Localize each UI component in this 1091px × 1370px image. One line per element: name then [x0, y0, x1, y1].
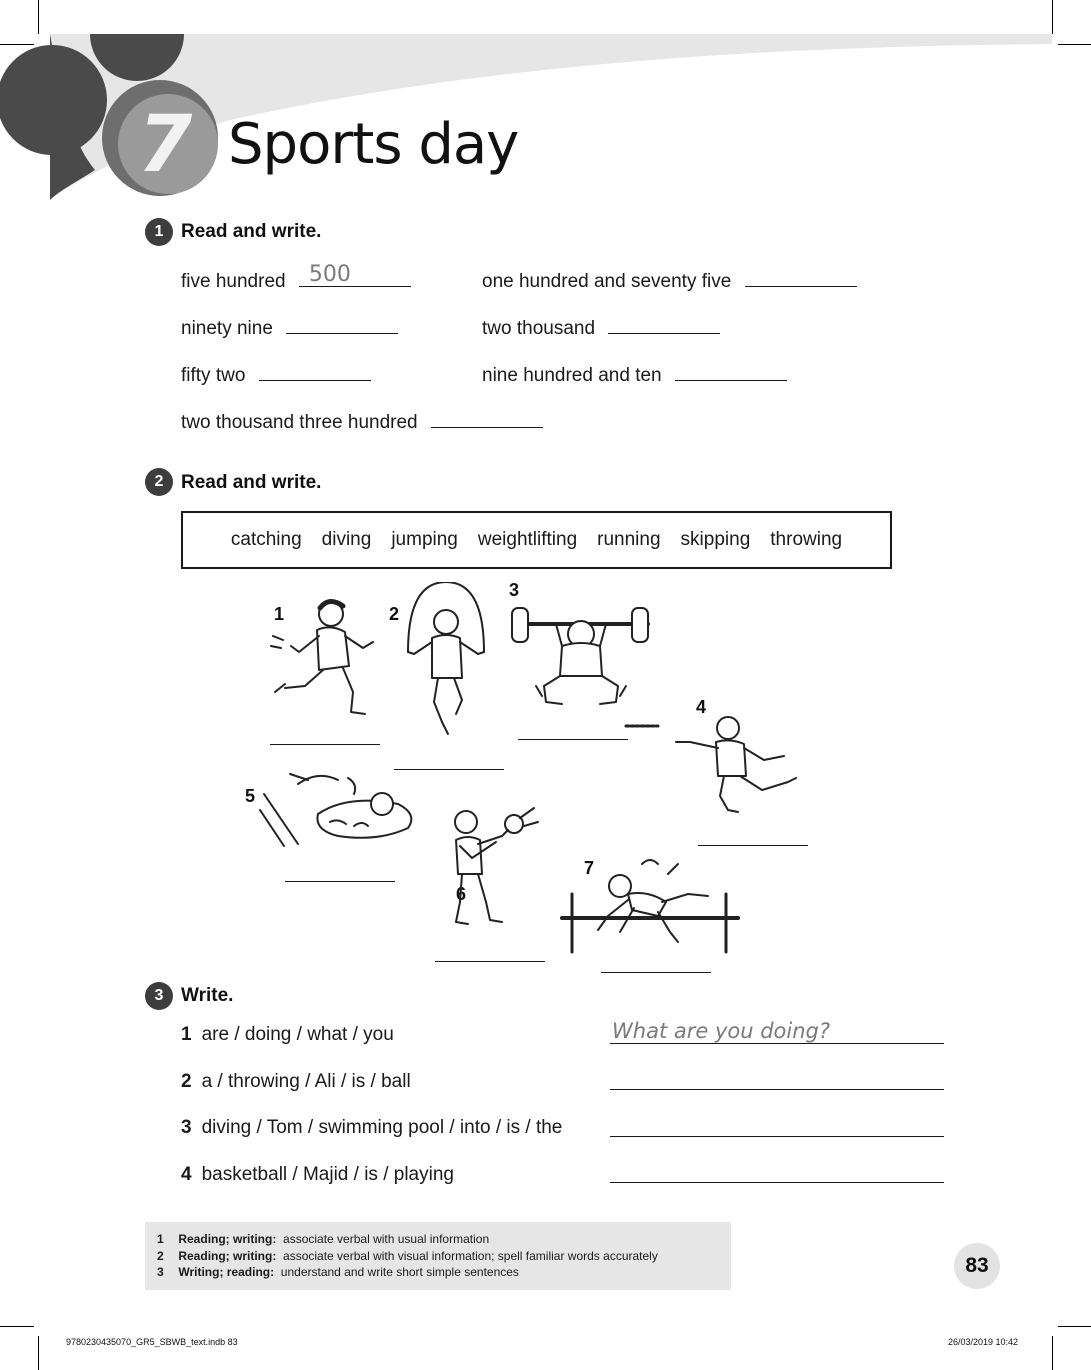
ex1-item — [181, 262, 411, 293]
note-number: 3 — [157, 1265, 164, 1279]
exercise-3-badge: 3 — [145, 982, 173, 1010]
ex2-answer-line[interactable] — [601, 972, 711, 973]
ex3-item-prompt: are / doing / what / you — [201, 1024, 394, 1045]
ex1-answer-line[interactable] — [675, 360, 787, 381]
ex1-item-text: nine hundred and ten — [482, 365, 662, 386]
running-boy-illustration — [265, 596, 385, 724]
ex2-answer-line[interactable] — [270, 744, 380, 745]
exercise-1-badge: 1 — [145, 218, 173, 246]
ex3-item-number: 3 — [181, 1117, 192, 1138]
teacher-notes-panel — [145, 1222, 731, 1290]
ex3-answer-line[interactable] — [610, 1043, 944, 1044]
page-title: Sports day — [228, 112, 519, 177]
ex1-answer-line[interactable] — [299, 262, 411, 287]
ex2-answer-line[interactable] — [285, 881, 395, 882]
word-skipping: skipping — [680, 529, 751, 550]
note-number: 2 — [157, 1249, 164, 1263]
note-skill: Writing; reading: — [178, 1265, 275, 1279]
picture-number: 2 — [389, 604, 400, 624]
ex1-answer-line[interactable] — [745, 266, 857, 287]
ex2-answer-line[interactable] — [698, 845, 808, 846]
note-text: associate verbal with visual information; spell familiar words accurately — [283, 1249, 658, 1263]
crop-mark — [38, 1336, 39, 1370]
ex3-item — [181, 1117, 562, 1139]
word-jumping: jumping — [391, 529, 458, 550]
ex1-item — [181, 360, 371, 387]
note-text: associate verbal with usual information — [283, 1232, 490, 1246]
ex3-answer-line[interactable] — [610, 1182, 944, 1183]
note-row — [157, 1265, 519, 1279]
word-catching: catching — [230, 529, 302, 550]
note-skill: Reading; writing: — [178, 1249, 277, 1263]
ex1-item — [181, 313, 398, 340]
ex2-answer-line[interactable] — [518, 739, 628, 740]
ex1-item-text: five hundred — [181, 271, 286, 292]
ex3-item — [181, 1071, 411, 1093]
ex3-item-prompt: diving / Tom / swimming pool / into / is / the — [201, 1117, 563, 1138]
word-box — [181, 511, 892, 569]
ex1-answer-line[interactable] — [259, 360, 371, 381]
exercise-3-instruction: Write. — [181, 985, 234, 1006]
exercise-2-instruction: Read and write. — [181, 472, 322, 493]
picture-number: 4 — [696, 697, 707, 717]
note-text: understand and write short simple sentences — [280, 1265, 519, 1279]
print-slug-file: 9780230435070_GR5_SBWB_text.indb 83 — [66, 1337, 238, 1347]
note-row — [157, 1249, 658, 1263]
exercise-1-instruction: Read and write. — [181, 221, 322, 242]
note-skill: Reading; writing: — [178, 1232, 277, 1246]
word-running: running — [597, 529, 661, 550]
skipping-girl-illustration — [398, 582, 498, 742]
word-throwing: throwing — [770, 529, 843, 550]
ex3-item-prompt: a / throwing / Ali / is / ball — [201, 1071, 411, 1092]
ex3-answer-line[interactable] — [610, 1136, 944, 1137]
ex1-item-text: ninety nine — [181, 318, 273, 339]
ex1-item-text: fifty two — [181, 365, 246, 386]
picture-number: 6 — [456, 884, 467, 904]
picture-number: 1 — [274, 604, 285, 624]
weightlifter-illustration — [506, 600, 656, 710]
ex1-answer-line[interactable] — [431, 407, 543, 428]
note-row — [157, 1232, 489, 1246]
ex2-answer-line[interactable] — [394, 769, 504, 770]
ex1-item-text: two thousand — [482, 318, 596, 339]
ex1-item — [482, 360, 787, 387]
picture-number: 7 — [584, 858, 595, 878]
word-weightlifting: weightlifting — [477, 529, 578, 550]
crop-mark — [1058, 1326, 1091, 1327]
high-jumping-boy-illustration — [558, 850, 742, 954]
crop-mark — [0, 1326, 34, 1327]
throwing-boy-illustration — [624, 712, 810, 818]
ex1-example-answer: 500 — [308, 262, 351, 287]
note-number: 1 — [157, 1232, 164, 1246]
page-number: 83 — [954, 1243, 1000, 1289]
ex3-item — [181, 1024, 394, 1046]
ex1-answer-line[interactable] — [608, 313, 720, 334]
ex3-answer-line[interactable] — [610, 1089, 944, 1090]
ex1-item-text: two thousand three hundred — [181, 412, 418, 433]
ex1-item — [482, 266, 857, 293]
ex2-answer-line[interactable] — [435, 961, 545, 962]
ex1-answer-line[interactable] — [286, 313, 398, 334]
unit-number: 7 — [138, 100, 193, 190]
print-slug-date: 26/03/2019 10:42 — [948, 1337, 1019, 1347]
ex3-example-answer: What are you doing? — [612, 1019, 831, 1043]
crop-mark — [1052, 1336, 1053, 1370]
word-diving: diving — [321, 529, 372, 550]
ex3-item-prompt: basketball / Majid / is / playing — [201, 1164, 454, 1185]
ex3-item-number: 1 — [181, 1024, 192, 1045]
ex1-item — [482, 313, 720, 340]
catching-boy-illustration — [446, 802, 546, 936]
ex3-item — [181, 1164, 454, 1186]
exercise-2-badge: 2 — [145, 468, 173, 496]
diving-boy-illustration — [258, 764, 428, 854]
ex3-item-number: 2 — [181, 1071, 192, 1092]
ex3-item-number: 4 — [181, 1164, 192, 1185]
picture-number: 5 — [245, 786, 256, 806]
ex1-item-text: one hundred and seventy five — [482, 271, 732, 292]
ex1-item — [181, 407, 543, 434]
picture-number: 3 — [509, 580, 520, 600]
